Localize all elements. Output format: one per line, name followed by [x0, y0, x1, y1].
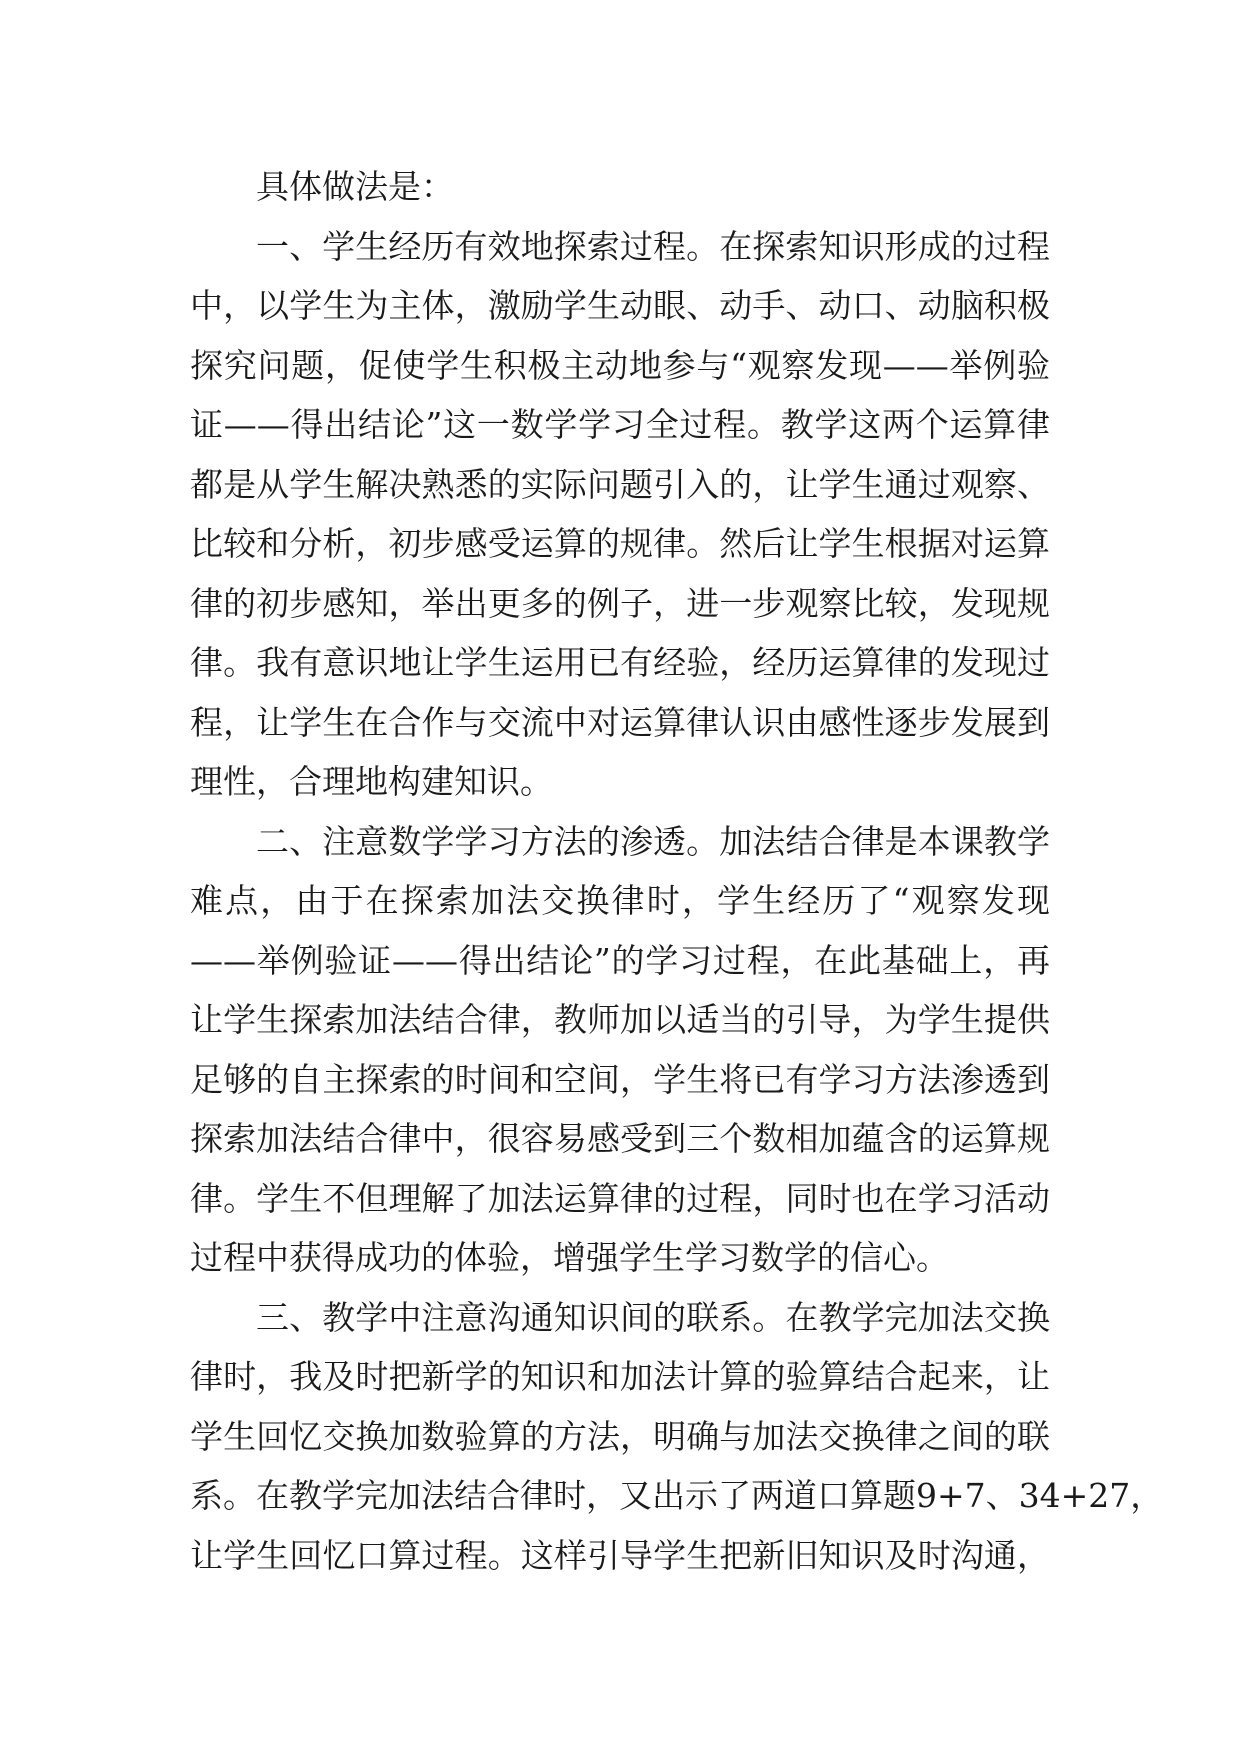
paragraph-3-line-4: 系。在教学完加法结合律时，又出示了两道口算题9+7、34+27，	[190, 1476, 1164, 1515]
paragraph-3-line-1: 三、教学中注意沟通知识间的联系。在教学完加法交换	[256, 1297, 1050, 1337]
paragraph-2-line-4: 让学生探索加法结合律，教师加以适当的引导，为学生提供	[190, 1000, 1050, 1039]
paragraph-1-line-4: 证——得出结论”这一数学学习全过程。教学这两个运算律	[190, 405, 1050, 444]
paragraph-2-line-2: 难点，由于在探索加法交换律时，学生经历了“观察发现	[190, 881, 1050, 920]
paragraph-2-line-3: ——举例验证——得出结论”的学习过程，在此基础上，再	[190, 940, 1050, 980]
paragraph-2-line-7: 律。学生不但理解了加法运算律的过程，同时也在学习活动	[190, 1178, 1050, 1218]
paragraph-2-line-8: 过程中获得成功的体验，增强学生学习数学的信心。	[190, 1238, 949, 1277]
paragraph-1-line-10: 理性，合理地构建知识。	[190, 762, 553, 801]
paragraph-1-line-9: 程，让学生在合作与交流中对运算律认识由感性逐步发展到	[190, 702, 1050, 742]
paragraph-1-line-8: 律。我有意识地让学生运用已有经验，经历运算律的发现过	[190, 643, 1050, 682]
body-text	[190, 157, 1164, 1585]
paragraph-3-line-5: 让学生回忆口算过程。这样引导学生把新旧知识及时沟通，	[190, 1535, 1050, 1575]
paragraph-intro-line-1: 具体做法是：	[256, 167, 454, 206]
paragraph-1-line-7: 律的初步感知，举出更多的例子，进一步观察比较，发现规	[190, 583, 1050, 623]
paragraph-2-line-6: 探索加法结合律中，很容易感受到三个数相加蕴含的运算规	[190, 1119, 1050, 1158]
paragraph-1-line-2: 中，以学生为主体，激励学生动眼、动手、动口、动脑积极	[190, 286, 1050, 325]
paragraph-1-line-6: 比较和分析，初步感受运算的规律。然后让学生根据对运算	[190, 524, 1050, 563]
paragraph-1-line-1: 一、学生经历有效地探索过程。在探索知识形成的过程	[256, 226, 1050, 266]
paragraph-3-line-3: 学生回忆交换加数验算的方法，明确与加法交换律之间的联	[190, 1416, 1050, 1456]
paragraph-2-line-5: 足够的自主探索的时间和空间，学生将已有学习方法渗透到	[190, 1059, 1050, 1099]
paragraph-3-line-2: 律时，我及时把新学的知识和加法计算的验算结合起来，让	[190, 1357, 1050, 1396]
paragraph-1-line-3: 探究问题，促使学生积极主动地参与“观察发现——举例验	[190, 345, 1050, 385]
paragraph-2-line-1: 二、注意数学学习方法的渗透。加法结合律是本课教学	[256, 821, 1050, 861]
paragraph-1-line-5: 都是从学生解决熟悉的实际问题引入的，让学生通过观察、	[190, 464, 1050, 504]
